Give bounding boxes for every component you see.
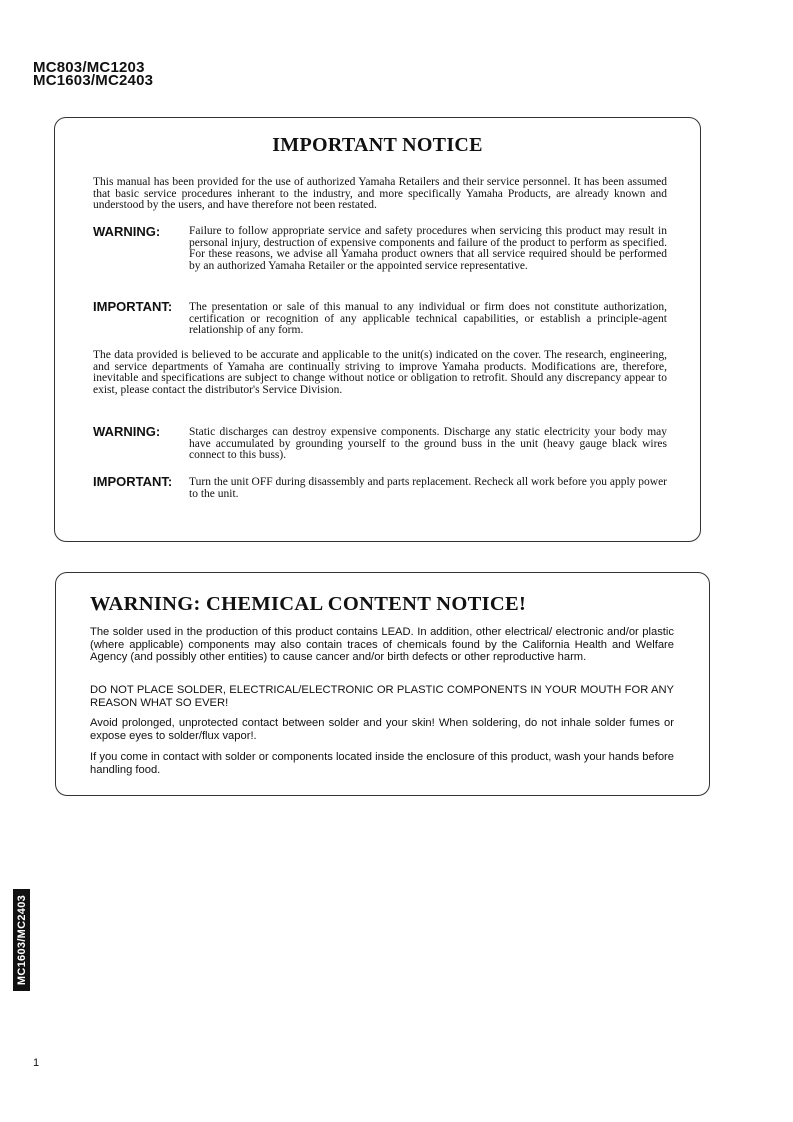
static-warning-text: Static discharges can destroy expensive components. Discharge any static electricity your body may have accumulated by grounding yourself to the ground buss in the unit (heavy gauge black wires connect to this buss). (189, 426, 667, 462)
do-not-place-in-mouth-paragraph: DO NOT PLACE SOLDER, ELECTRICAL/ELECTRONIC OR PLASTIC COMPONENTS IN YOUR MOUTH FOR ANY REASON WHAT SO EVER! (90, 684, 674, 709)
warning-label: WARNING: (93, 224, 161, 239)
model-numbers-header (33, 61, 153, 87)
power-off-text: Turn the unit OFF during disassembly and parts replacement. Recheck all work before you apply power to the unit. (189, 476, 667, 500)
model-line-1: MC803/MC1203 (33, 59, 145, 76)
static-warning-label: WARNING: (93, 424, 161, 439)
lead-content-paragraph: The solder used in the production of this product contains LEAD. In addition, other electrical/ electronic and/or plastic (where applicable) components may also contain traces of chemicals found by the California Health and Welfare Agency (and possibly other entities) to cause cancer and/or birth defects or other reproductive harm. (90, 626, 674, 664)
important-label: IMPORTANT: (93, 299, 173, 314)
warning-text: Failure to follow appropriate service and safety procedures when servicing this product may result in personal injury, destruction of expensive components and failure of the product to perform as specified. For these reasons, we advise all Yamaha product owners that all service required should be performed by an authorized Yamaha Retailer or the appointed service representative. (189, 225, 667, 272)
data-accuracy-paragraph: The data provided is believed to be accurate and applicable to the unit(s) indicated on the cover. The research, engineering, and service departments of Yamaha are continually striving to improve Yamaha products. Modifications are, therefore, inevitable and specifications are subject to change without notice or obligation to retrofit. Should any discrepancy appear to exist, please contact the distributor's Service Division. (93, 349, 667, 396)
side-tab-label: MC1603/MC2403 (15, 894, 28, 986)
power-off-label: IMPORTANT: (93, 474, 173, 489)
important-notice-box (54, 117, 701, 542)
chemical-notice-title: WARNING: CHEMICAL CONTENT NOTICE! (90, 593, 527, 615)
model-line-2: MC1603/MC2403 (33, 72, 154, 89)
model-side-tab (13, 889, 30, 991)
chemical-content-notice-box (55, 572, 710, 796)
wash-hands-paragraph: If you come in contact with solder or components located inside the enclosure of this product, wash your hands before handling food. (90, 751, 674, 776)
important-text: The presentation or sale of this manual to any individual or firm does not constitute authorization, certification or recognition of any applicable technical capabilities, or establish a principle-agent relationship of any form. (189, 301, 667, 337)
intro-paragraph: This manual has been provided for the use of authorized Yamaha Retailers and their service personnel. It has been assumed that basic service procedures inherant to the industry, and more specifically Yamaha Products, are already known and understood by the users, and have therefore not been restated. (93, 176, 667, 212)
important-notice-title: IMPORTANT NOTICE (272, 134, 483, 156)
avoid-contact-paragraph: Avoid prolonged, unprotected contact between solder and your skin! When soldering, do not inhale solder fumes or expose eyes to solder/flux vapor!. (90, 717, 674, 742)
page-number: 1 (33, 1057, 40, 1069)
